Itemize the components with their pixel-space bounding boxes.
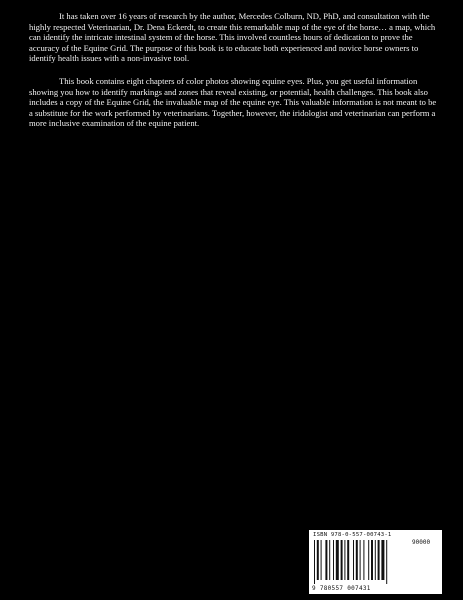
paragraph-intro: It has taken over 16 years of research by the author, Mercedes Colburn, ND, PhD, and consultation with the highly respected Veterinarian, Dr. Dena Eckerdt, to create this remarkable map of the eye of the horse… a map, which can identify the intricate intestinal system of the horse. This involved countless hours of dedication to prove the accuracy of the Equine Grid. The purpose of this book is to educate both experienced and novice horse owners to identify health issues with a non-invasive tool.	[29, 11, 436, 64]
isbn-label: ISBN 978-0-557-00743-1	[313, 532, 392, 538]
paragraph-contents: This book contains eight chapters of color photos showing equine eyes. Plus, you get useful information showing you how to identify markings and zones that reveal existing, or potential, health challenges. This book also includes a copy of the Equine Grid, the invaluable map of the equine eye. This valuable information is not meant to be a substitute for the work performed by veterinarians. Together, however, the iridologist and veterinarian can perform a more inclusive examination of the equine patient.	[29, 75, 437, 129]
description-text	[29, 11, 442, 141]
barcode-icon	[313, 540, 409, 584]
isbn-barcode-box	[309, 530, 442, 594]
price-code: 90000	[412, 539, 431, 546]
barcode-digits: 9 780557 007431	[312, 585, 371, 592]
